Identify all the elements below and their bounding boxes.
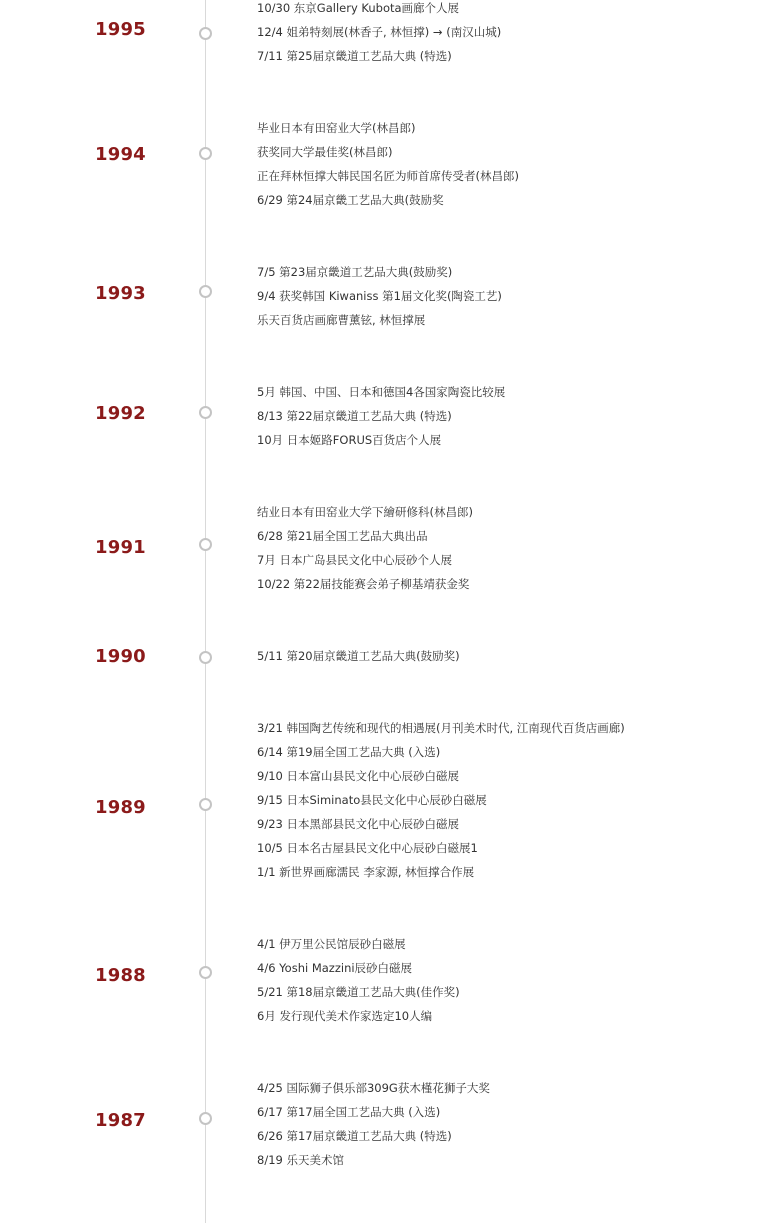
timeline-event-list	[257, 1081, 490, 1177]
timeline-dot-icon	[199, 285, 212, 298]
timeline-event-list	[257, 1, 501, 73]
timeline-event: 8/19 乐天美术馆	[257, 1153, 344, 1167]
timeline-event: 6/28 第21届全国工艺品大典出品	[257, 529, 428, 543]
timeline-event: 10/22 第22届技能赛会弟子柳基靖获金奖	[257, 577, 470, 591]
timeline-event: 9/23 日本黑部县民文化中心辰砂白磁展	[257, 817, 459, 831]
timeline-year: 1989	[95, 797, 146, 818]
timeline-event: 9/10 日本富山县民文化中心辰砂白磁展	[257, 769, 459, 783]
timeline-event: 5/11 第20届京畿道工艺品大典(鼓励奖)	[257, 649, 460, 663]
timeline-dot-icon	[199, 966, 212, 979]
timeline-event: 10/30 东京Gallery Kubota画廊个人展	[257, 1, 460, 15]
timeline-event: 结业日本有田窑业大学下繪研修科(林昌郎)	[257, 505, 473, 519]
timeline-dot-icon	[199, 651, 212, 664]
timeline-event: 5月 韩国、中国、日本和德国4各国家陶瓷比较展	[257, 385, 506, 399]
timeline-event-list	[257, 721, 625, 889]
timeline-event: 4/1 伊万里公民馆辰砂白磁展	[257, 937, 406, 951]
timeline-line	[205, 0, 206, 1223]
timeline-year: 1991	[95, 537, 146, 558]
timeline-event-list	[257, 121, 519, 217]
timeline-event: 6/26 第17届京畿道工艺品大典 (特选)	[257, 1129, 452, 1143]
timeline-event-list	[257, 265, 502, 337]
timeline-event: 7月 日本广岛县民文化中心辰砂个人展	[257, 553, 452, 567]
timeline-event: 4/25 国际狮子俱乐部309G获木槿花狮子大奖	[257, 1081, 490, 1095]
timeline-year: 1988	[95, 965, 146, 986]
timeline-event: 10月 日本姬路FORUS百货店个人展	[257, 433, 442, 447]
timeline-year: 1994	[95, 144, 146, 165]
timeline-year: 1987	[95, 1110, 146, 1131]
timeline-year: 1992	[95, 403, 146, 424]
timeline-year: 1995	[95, 19, 146, 40]
timeline-event: 10/5 日本名古屋县民文化中心辰砂白磁展1	[257, 841, 478, 855]
timeline-dot-icon	[199, 798, 212, 811]
timeline-year: 1990	[95, 646, 146, 667]
timeline-event: 获奖同大学最佳奖(林昌郎)	[257, 145, 393, 159]
timeline-event: 8/13 第22届京畿道工艺品大典 (特选)	[257, 409, 452, 423]
timeline-dot-icon	[199, 1112, 212, 1125]
timeline-event: 6/29 第24届京畿工艺品大典(鼓励奖	[257, 193, 444, 207]
timeline-event-list	[257, 937, 460, 1033]
timeline-event-list	[257, 385, 505, 457]
timeline-event: 3/21 韩国陶艺传统和现代的相遇展(月刊美术时代, 江南现代百货店画廊)	[257, 721, 625, 735]
timeline-dot-icon	[199, 147, 212, 160]
timeline-dot-icon	[199, 406, 212, 419]
timeline-event: 12/4 姐弟特刻展(林香子, 林恒撑) → (南汉山城)	[257, 25, 502, 39]
timeline-dot-icon	[199, 538, 212, 551]
timeline-event: 乐天百货店画廊曹薰铉, 林恒撑展	[257, 313, 426, 327]
timeline-event: 毕业日本有田窑业大学(林昌郎)	[257, 121, 416, 135]
timeline-event: 6/17 第17届全国工艺品大典 (入选)	[257, 1105, 441, 1119]
timeline-year: 1993	[95, 283, 146, 304]
timeline-event: 4/6 Yoshi Mazzini辰砂白磁展	[257, 961, 413, 975]
timeline-event-list	[257, 649, 460, 673]
timeline-dot-icon	[199, 27, 212, 40]
timeline-event: 5/21 第18届京畿道工艺品大典(佳作奖)	[257, 985, 460, 999]
timeline-event: 6/14 第19届全国工艺品大典 (入选)	[257, 745, 441, 759]
timeline-event: 正在拜林恒撑大韩民国名匠为师首席传受者(林昌郎)	[257, 169, 519, 183]
timeline-event: 7/5 第23届京畿道工艺品大典(鼓励奖)	[257, 265, 453, 279]
timeline-event: 9/4 获奖韩国 Kiwaniss 第1届文化奖(陶瓷工艺)	[257, 289, 502, 303]
timeline-event: 1/1 新世界画廊濡民 李家源, 林恒撑合作展	[257, 865, 475, 879]
timeline-event: 6月 发行现代美术作家选定10人编	[257, 1009, 433, 1023]
timeline-event-list	[257, 505, 473, 601]
timeline-event: 9/15 日本Siminato县民文化中心辰砂白磁展	[257, 793, 487, 807]
timeline-event: 7/11 第25届京畿道工艺品大典 (特选)	[257, 49, 452, 63]
